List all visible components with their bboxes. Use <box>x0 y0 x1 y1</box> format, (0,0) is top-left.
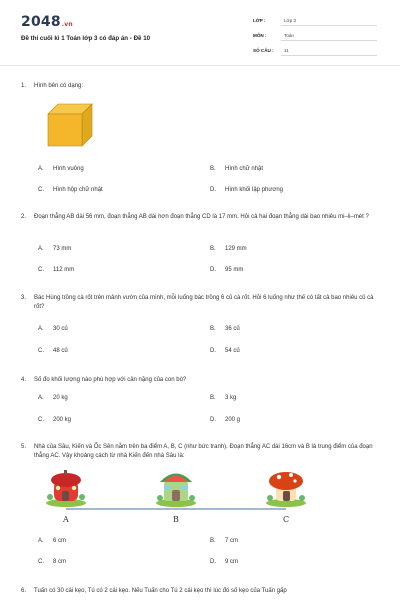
option-5a[interactable] <box>38 538 66 544</box>
meta-value: 11 <box>284 48 289 53</box>
option-1c[interactable] <box>38 187 103 193</box>
question-number: 1. <box>21 83 27 89</box>
option-letter: B. <box>210 538 216 544</box>
option-text: 6 cm <box>53 538 67 544</box>
option-4c[interactable] <box>38 417 71 423</box>
option-1b[interactable] <box>210 166 263 172</box>
house-b-icon <box>156 474 196 508</box>
house-c-icon <box>266 472 306 507</box>
question-number: 6. <box>21 588 27 594</box>
point-a-label: A <box>63 515 69 524</box>
option-letter: B. <box>210 395 216 401</box>
option-letter: A. <box>38 246 44 252</box>
option-2c[interactable] <box>38 267 74 273</box>
option-letter: D. <box>210 559 216 565</box>
option-5d[interactable] <box>210 559 238 565</box>
question-text: Đoạn thẳng AB dài 56 mm, đoạn thẳng AB dài hơn đoạn thẳng CD là 17 mm. Hỏi cả hai đoạn thẳng dài bao nhiêu mi–li–mét ? <box>34 214 369 220</box>
meta-value: Toán <box>284 33 294 38</box>
option-letter: C. <box>38 187 44 193</box>
question-text: Hình bên có dạng: <box>34 83 84 89</box>
option-text: 3 kg <box>225 395 237 401</box>
option-letter: C. <box>38 559 44 565</box>
house-a-icon <box>46 470 86 507</box>
option-text: 20 kg <box>53 395 68 401</box>
option-letter: B. <box>210 326 216 332</box>
option-3d[interactable] <box>210 348 240 354</box>
brand-name: 2048 <box>21 14 61 30</box>
question-number: 5. <box>21 444 27 450</box>
option-letter: C. <box>38 348 44 354</box>
option-letter: A. <box>38 538 44 544</box>
option-2b[interactable] <box>210 246 247 252</box>
option-letter: B. <box>210 246 216 252</box>
option-text: 54 củ <box>225 348 240 354</box>
option-letter: A. <box>38 395 44 401</box>
meta-divider <box>281 55 377 56</box>
option-5c[interactable] <box>38 559 66 565</box>
header-divider <box>0 65 400 66</box>
option-text: Hình hộp chữ nhật <box>53 187 103 193</box>
question-text: Bác Hùng trồng cà rốt trên mảnh vườn của mình, mỗi luống bác trồng 6 củ cà rốt. Hỏi 6 luống như thế có tất cả bao nhiêu củ cà rốt? <box>34 295 374 310</box>
meta-label: MÔN : <box>253 33 267 38</box>
meta-value: Lớp 3 <box>284 18 296 23</box>
option-text: 129 mm <box>225 246 247 252</box>
option-text: 73 mm <box>53 246 72 252</box>
option-3a[interactable] <box>38 326 68 332</box>
option-2d[interactable] <box>210 267 243 273</box>
option-2a[interactable] <box>38 246 71 252</box>
meta-divider <box>281 25 377 26</box>
meta-divider <box>281 40 377 41</box>
option-letter: A. <box>38 326 44 332</box>
option-text: 7 cm <box>225 538 239 544</box>
option-letter: D. <box>210 187 216 193</box>
question-number: 2. <box>21 214 27 220</box>
option-letter: C. <box>38 417 44 423</box>
option-1a[interactable] <box>38 166 84 172</box>
option-4a[interactable] <box>38 395 68 401</box>
houses-illustration <box>44 467 314 527</box>
option-4b[interactable] <box>210 395 236 401</box>
option-1d[interactable] <box>210 187 283 193</box>
option-text: 200 kg <box>53 417 72 423</box>
meta-label: LỚP : <box>253 18 266 23</box>
question-text: Nhà của Sâu, Kiến và Ốc Sên nằm trên ba điểm A, B, C (như bức tranh). Đoạn thẳng AC dài 16cm và B là trung điểm của đoạn thẳng AC. Vậy khoảng cách từ nhà Kiến đến nhà Sâu là: <box>34 444 373 459</box>
option-5b[interactable] <box>210 538 238 544</box>
exam-title: Đề thi cuối kì 1 Toán lớp 3 có đáp án - Đề 10 <box>21 35 151 42</box>
option-letter: C. <box>38 267 44 273</box>
option-text: 112 mm <box>53 267 75 273</box>
option-3c[interactable] <box>38 348 68 354</box>
option-text: 30 củ <box>53 326 68 332</box>
option-letter: D. <box>210 348 216 354</box>
site-logo[interactable] <box>21 14 73 30</box>
question-number: 3. <box>21 295 27 301</box>
option-letter: A. <box>38 166 44 172</box>
option-text: 95 mm <box>225 267 244 273</box>
brand-tld: .vn <box>61 21 73 28</box>
question-text: Tuấn có 30 cái kẹo, Tú có 2 cái kẹo. Nếu Tuấn cho Tú 2 cái kẹo thì lúc đó số kẹo của Tuấn gấp <box>34 588 287 594</box>
option-text: 48 củ <box>53 348 68 354</box>
option-letter: D. <box>210 417 216 423</box>
question-number: 4. <box>21 377 27 383</box>
cube-image <box>46 102 94 148</box>
point-b-label: B <box>173 515 179 524</box>
option-text: Hình chữ nhật <box>225 166 264 172</box>
option-text: 200 g <box>225 417 241 423</box>
meta-label: SỐ CÂU : <box>253 48 274 53</box>
point-c-label: C <box>283 515 290 524</box>
option-text: 8 cm <box>53 559 67 565</box>
option-4d[interactable] <box>210 417 240 423</box>
option-text: Hình vuông <box>53 166 84 172</box>
option-text: 36 củ <box>225 326 240 332</box>
option-3b[interactable] <box>210 326 240 332</box>
question-text: Số đo khối lượng nào phù hợp với cân nặng của con bò? <box>34 377 187 383</box>
option-letter: B. <box>210 166 216 172</box>
option-text: 9 cm <box>225 559 239 565</box>
option-text: Hình khối lập phương <box>225 187 283 193</box>
option-letter: D. <box>210 267 216 273</box>
